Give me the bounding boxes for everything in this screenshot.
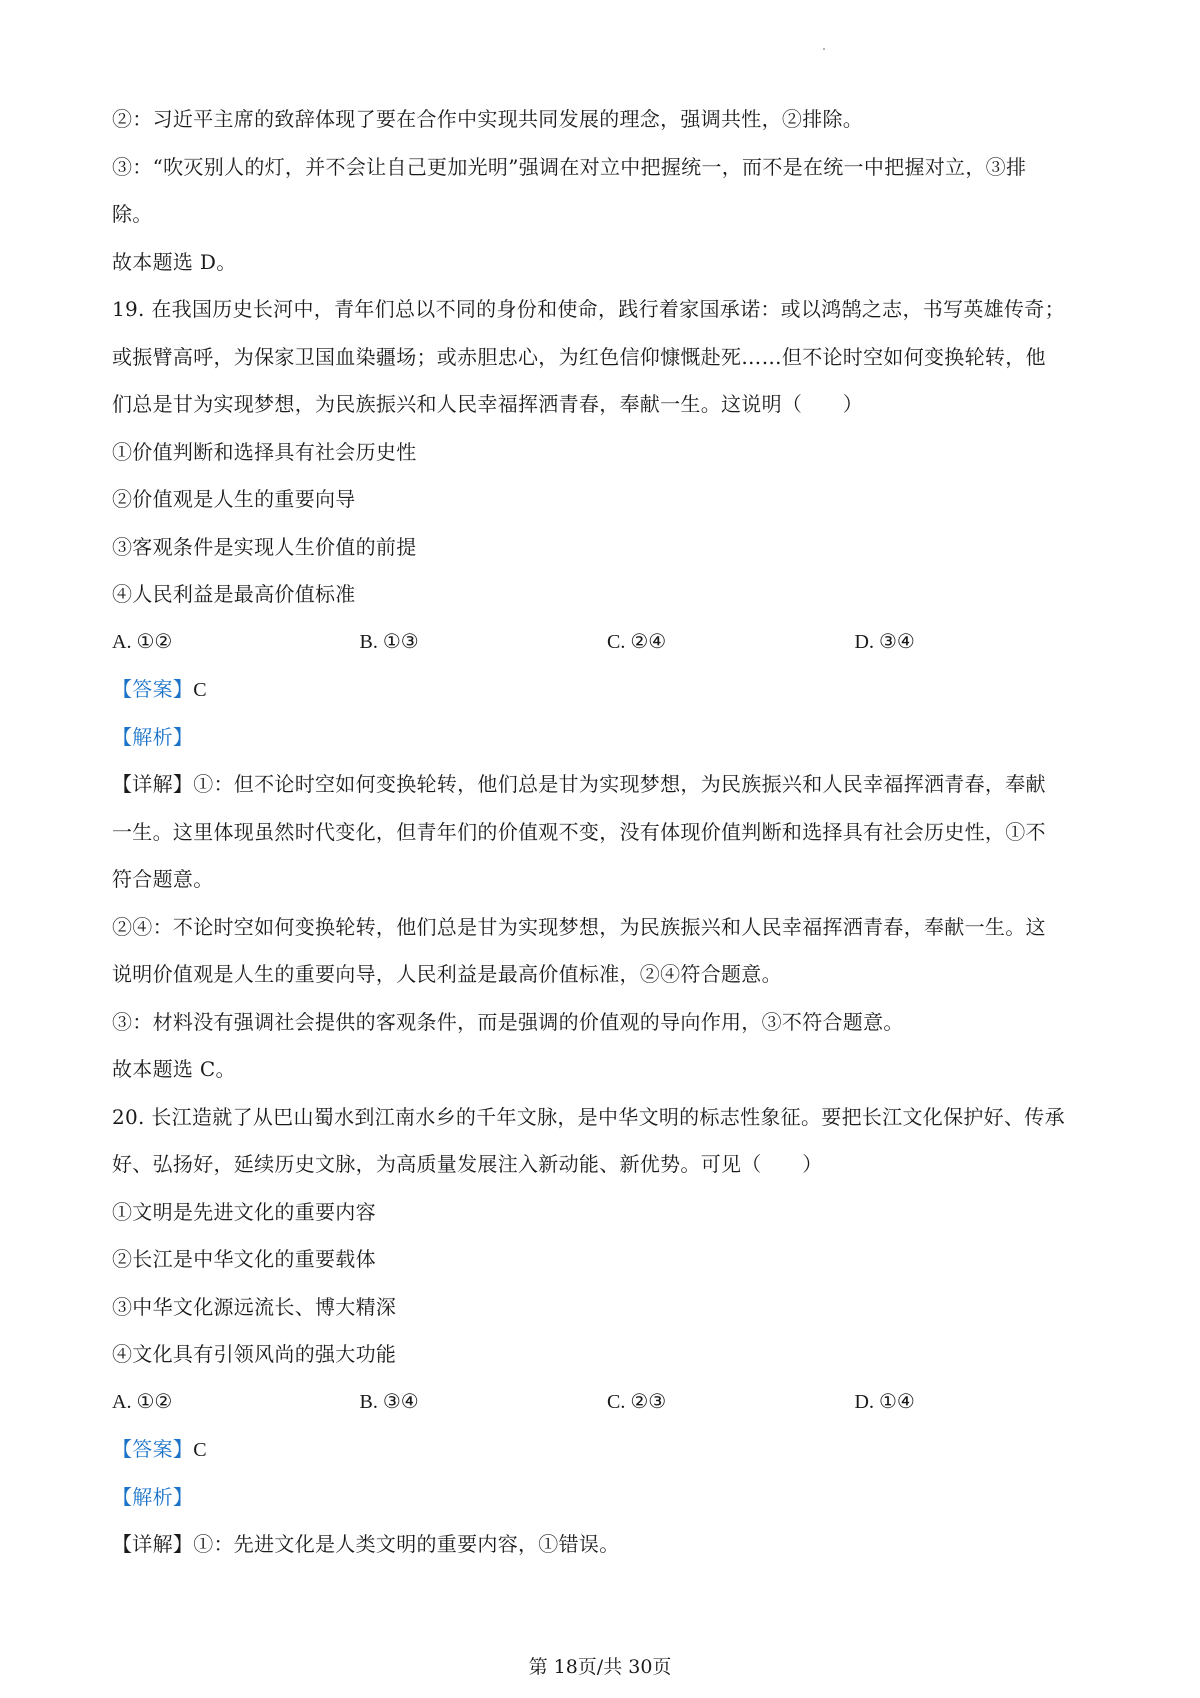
page-content	[112, 96, 1102, 1569]
scan-dot	[823, 48, 825, 50]
q20-analysis-tag: 【解析】	[112, 1484, 194, 1509]
q20-options	[112, 1379, 1102, 1427]
q20-answer-value: C	[193, 1439, 207, 1461]
q20-answer	[112, 1426, 1102, 1474]
q19-detail-text-1: ①：但不论时空如何变换轮转，他们总是甘为实现梦想，为民族振兴和人民幸福挥洒青春，奉献	[193, 772, 1046, 796]
q20-stem-line-2: 好、弘扬好，延续历史文脉，为高质量发展注入新动能、新优势。可见（ ）	[112, 1152, 823, 1176]
q19-detail-tag: 【详解】	[112, 772, 194, 796]
q19-analysis-tag: 【解析】	[112, 724, 194, 749]
q20-item-4: ④文化具有引领风尚的强大功能	[112, 1342, 397, 1366]
q19-detail-line-6: ③：材料没有强调社会提供的客观条件，而是强调的价值观的导向作用，③不符合题意。	[112, 1009, 904, 1034]
q20-option-b: B. ③④	[359, 1390, 419, 1413]
q19-detail-line-2: 一生。这里体现虽然时代变化，但青年们的价值观不变，没有体现价值判断和选择具有社会历史性，①不	[112, 819, 1046, 844]
q20-answer-tag: 【答案】	[112, 1437, 194, 1461]
q19-option-a: A. ①②	[112, 630, 173, 653]
q19-stem-line-3: 们总是甘为实现梦想，为民族振兴和人民幸福挥洒青春，奉献一生。这说明（ ）	[112, 392, 864, 416]
q20-stem-line-1: 20. 长江造就了从巴山蜀水到江南水乡的千年文脉，是中华文明的标志性象征。要把长江文化保护好、传承	[112, 1104, 1065, 1129]
q20-option-c: C. ②③	[607, 1390, 667, 1413]
q19-answer-tag: 【答案】	[112, 677, 194, 701]
page-footer: 第 18页/共 30页	[528, 1656, 672, 1678]
q20-item-1: ①文明是先进文化的重要内容	[112, 1199, 376, 1224]
q19-stem-line-2: 或振臂高呼，为保家卫国血染疆场；或赤胆忠心，为红色信仰慷慨赴死……但不论时空如何变换轮转，他	[112, 344, 1046, 369]
q20-detail-text-1: ①：先进文化是人类文明的重要内容，①错误。	[193, 1532, 620, 1556]
prev-analysis-line-2: ③：“吹灭别人的灯，并不会让自己更加光明”强调在对立中把握统一，而不是在统一中把握对立，③排	[112, 154, 1027, 179]
q20-option-a: A. ①②	[112, 1390, 173, 1413]
q20-item-2: ②长江是中华文化的重要载体	[112, 1247, 376, 1271]
prev-analysis-line-3: 除。	[112, 202, 153, 226]
q19-detail-line-3: 符合题意。	[112, 867, 214, 891]
q20-detail-tag: 【详解】	[112, 1532, 194, 1556]
q19-detail-line-4: ②④：不论时空如何变换轮转，他们总是甘为实现梦想，为民族振兴和人民幸福挥洒青春，奉献一生。这	[112, 914, 1046, 939]
q20-analysis	[112, 1474, 1102, 1522]
q19-item-2: ②价值观是人生的重要向导	[112, 487, 356, 511]
q19-analysis	[112, 714, 1102, 762]
q20-option-d: D. ①④	[854, 1390, 915, 1413]
q19-answer-value: C	[193, 679, 207, 701]
q19-answer	[112, 666, 1102, 714]
q19-item-1: ①价值判断和选择具有社会历史性	[112, 439, 417, 464]
q19-stem-line-1: 19. 在我国历史长河中，青年们总以不同的身份和使命，践行着家国承诺：或以鸿鹄之志，书写英雄传奇；	[112, 297, 1065, 321]
prev-conclusion: 故本题选 D。	[112, 249, 237, 274]
prev-analysis-line-1: ②：习近平主席的致辞体现了要在合作中实现共同发展的理念，强调共性，②排除。	[112, 107, 864, 131]
q19-conclusion: 故本题选 C。	[112, 1057, 236, 1081]
q19-item-3: ③客观条件是实现人生价值的前提	[112, 534, 417, 559]
q19-detail-line-5: 说明价值观是人生的重要向导，人民利益是最高价值标准，②④符合题意。	[112, 962, 782, 986]
q20-item-3: ③中华文化源远流长、博大精深	[112, 1294, 397, 1319]
q19-option-d: D. ③④	[854, 630, 915, 653]
q19-item-4: ④人民利益是最高价值标准	[112, 582, 356, 606]
q19-options	[112, 619, 1102, 667]
q19-detail-line-1	[112, 761, 1102, 809]
q19-option-b: B. ①③	[359, 630, 419, 653]
q20-detail-line-1	[112, 1521, 1102, 1569]
q19-option-c: C. ②④	[607, 630, 667, 653]
